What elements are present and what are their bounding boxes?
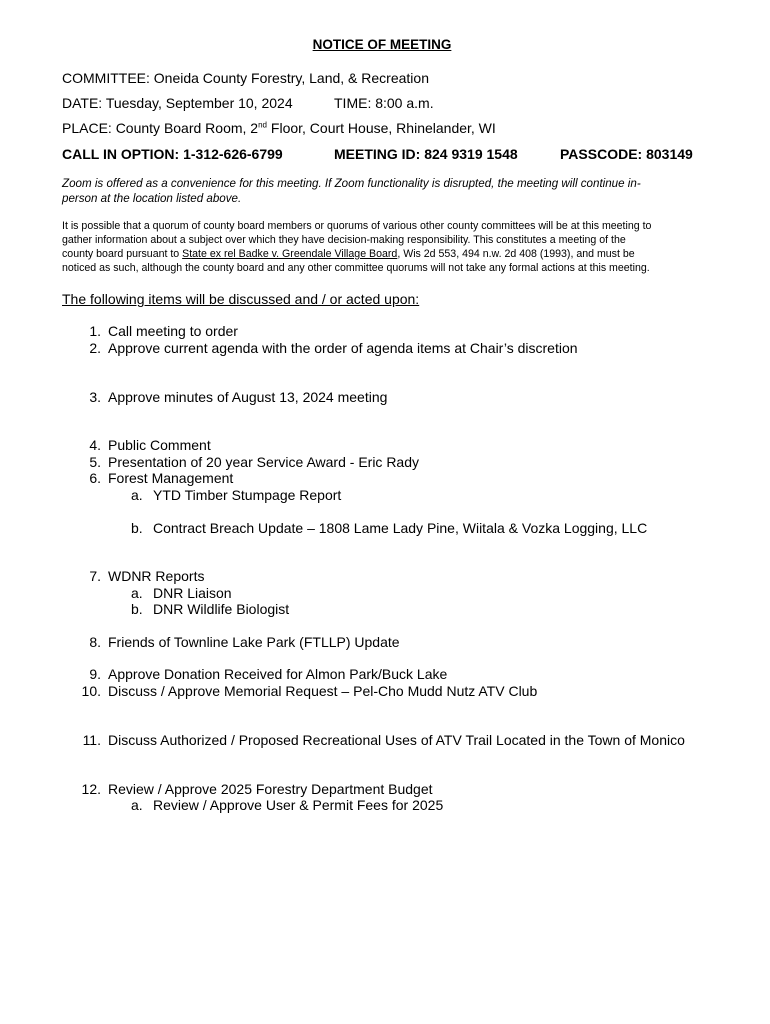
agenda-item: 9. Approve Donation Received for Almon Park/Buck Lake bbox=[89, 666, 448, 682]
agenda-subitem: b. Contract Breach Update – 1808 Lame Lady Pine, Wiitala & Vozka Logging, LLC bbox=[131, 520, 648, 536]
notice-title: NOTICE OF MEETING bbox=[312, 37, 452, 52]
meeting-id: MEETING ID: 824 9319 1548 bbox=[334, 146, 518, 162]
agenda-subitem: b. DNR Wildlife Biologist bbox=[131, 601, 290, 617]
agenda-item: 4. Public Comment bbox=[89, 437, 211, 453]
agenda-item: 5. Presentation of 20 year Service Award - Eric Rady bbox=[89, 454, 420, 470]
place-line bbox=[62, 120, 496, 136]
agenda-item: 1. Call meeting to order bbox=[89, 323, 238, 339]
agenda-item: 11. Discuss Authorized / Proposed Recreational Uses of ATV Trail Located in the Town of Monico bbox=[82, 732, 685, 748]
passcode: PASSCODE: 803149 bbox=[560, 146, 693, 162]
agenda-item: 2. Approve current agenda with the order of agenda items at Chair’s discretion bbox=[89, 340, 578, 356]
agenda-subitem: a. YTD Timber Stumpage Report bbox=[131, 487, 342, 503]
committee-line: COMMITTEE: Oneida County Forestry, Land, & Recreation bbox=[62, 70, 429, 86]
quorum-line-3-start: county board pursuant to bbox=[62, 248, 183, 260]
agenda-item: 7. WDNR Reports bbox=[89, 568, 205, 584]
agenda-item: 6. Forest Management bbox=[89, 470, 234, 486]
agenda-item: 10. Discuss / Approve Memorial Request – Pel-Cho Mudd Nutz ATV Club bbox=[81, 683, 538, 699]
place-ordinal: nd bbox=[258, 120, 268, 130]
place-prefix: PLACE: County Board Room, 2 bbox=[62, 120, 259, 136]
time-line: TIME: 8:00 a.m. bbox=[334, 95, 434, 111]
quorum-line-2: gather information about a subject over which they have decision-making responsibility. This constitutes a meeting of the bbox=[62, 234, 626, 246]
case-citation: State ex rel Badke v. Greendale Village Board bbox=[182, 248, 398, 260]
agenda-item: 12. Review / Approve 2025 Forestry Department Budget bbox=[81, 781, 433, 797]
call-in-option: CALL IN OPTION: 1-312-626-6799 bbox=[62, 146, 283, 162]
quorum-line-3-end: , Wis 2d 553, 494 n.w. 2d 408 (1993), and must be bbox=[397, 248, 635, 260]
date-line: DATE: Tuesday, September 10, 2024 bbox=[62, 95, 293, 111]
zoom-note-line-2: person at the location listed above. bbox=[62, 192, 242, 205]
quorum-line-1: It is possible that a quorum of county board members or quorums of various other county committees will be at this meeting to bbox=[62, 220, 652, 232]
agenda-subitem: a. DNR Liaison bbox=[131, 585, 232, 601]
quorum-line-4: noticed as such, although the county board and any other committee quorums will not take any formal actions at this meeting. bbox=[62, 262, 650, 274]
quorum-line-3 bbox=[62, 248, 635, 260]
place-suffix: Floor, Court House, Rhinelander, WI bbox=[267, 120, 496, 136]
agenda-subitem: a. Review / Approve User & Permit Fees for 2025 bbox=[131, 797, 444, 813]
zoom-note-line-1: Zoom is offered as a convenience for this meeting. If Zoom functionality is disrupted, the meeting will continue in- bbox=[62, 177, 641, 190]
agenda-item: 3. Approve minutes of August 13, 2024 meeting bbox=[89, 389, 388, 405]
agenda-item: 8. Friends of Townline Lake Park (FTLLP) Update bbox=[89, 634, 400, 650]
agenda-heading: The following items will be discussed and / or acted upon: bbox=[62, 291, 420, 307]
